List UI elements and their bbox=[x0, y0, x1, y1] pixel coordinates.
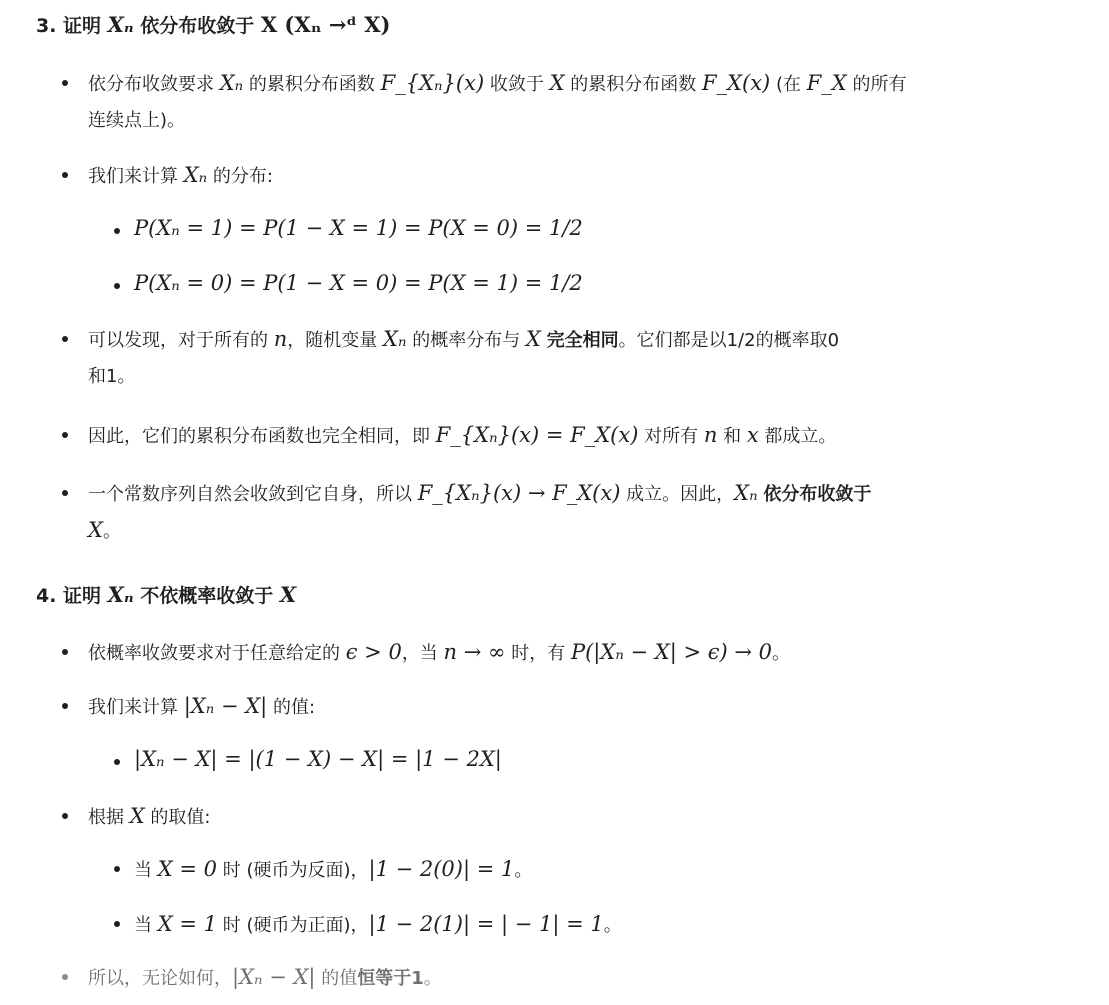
sub-bullet bbox=[114, 228, 120, 234]
section-4-heading bbox=[36, 581, 296, 610]
sub-bullet bbox=[114, 283, 120, 289]
text: ，随机变量 bbox=[287, 330, 383, 351]
heading-text: 4. 证明 bbox=[36, 585, 108, 607]
list-item bbox=[88, 797, 210, 837]
text: 我们来计算 bbox=[88, 697, 184, 718]
bullet bbox=[62, 80, 68, 86]
math: x bbox=[746, 423, 759, 447]
text: 的取值: bbox=[144, 807, 211, 828]
text: 可以发现，对于所有的 bbox=[88, 330, 274, 351]
list-item bbox=[88, 156, 273, 196]
math: F_{Xₙ}(x) = F_X(x) bbox=[435, 423, 639, 447]
math: X = 1 bbox=[157, 912, 217, 936]
text: 成立。因此， bbox=[620, 484, 735, 505]
bullet bbox=[62, 649, 68, 655]
text: 。 bbox=[772, 643, 791, 664]
math: X bbox=[279, 582, 297, 607]
text: 收敛于 bbox=[484, 74, 550, 95]
text: 连续点上)。 bbox=[88, 110, 186, 131]
text: 和 bbox=[717, 426, 747, 447]
text: 因此，它们的累积分布函数也完全相同，即 bbox=[88, 426, 436, 447]
bullet bbox=[62, 490, 68, 496]
text: 和1。 bbox=[88, 366, 136, 387]
math: F_{Xₙ}(x) bbox=[380, 71, 485, 95]
heading-text: 依分布收敛于 bbox=[133, 15, 261, 37]
text: 依概率收敛要求对于任意给定的 bbox=[88, 643, 346, 664]
text: 时，有 bbox=[505, 643, 571, 664]
math: n bbox=[703, 423, 718, 447]
math: Xₙ bbox=[183, 163, 208, 187]
text: 的累积分布函数 bbox=[243, 74, 381, 95]
list-item bbox=[88, 687, 315, 727]
bold-text: 恒等于1 bbox=[357, 968, 424, 989]
bullet bbox=[62, 432, 68, 438]
bullet bbox=[62, 703, 68, 709]
math-Xn: Xₙ bbox=[107, 12, 134, 37]
list-item-continuation bbox=[88, 102, 185, 140]
math: X bbox=[525, 327, 541, 351]
equation: P(Xₙ = 0) = P(1 − X = 0) = P(X = 1) = 1/2 bbox=[134, 271, 583, 295]
text: 的累积分布函数 bbox=[564, 74, 702, 95]
section-3-heading bbox=[36, 11, 390, 40]
math: F_X(x) bbox=[702, 71, 771, 95]
text: 的值: bbox=[267, 697, 316, 718]
text: 。 bbox=[102, 521, 121, 542]
text: 。 bbox=[423, 968, 442, 989]
text: 都成立。 bbox=[758, 426, 837, 447]
bullet bbox=[62, 336, 68, 342]
math: F_X bbox=[806, 71, 847, 95]
list-item bbox=[88, 958, 442, 998]
bold-text: 完全相同 bbox=[546, 330, 619, 351]
math: |Xₙ − X| bbox=[183, 694, 268, 718]
list-item-continuation bbox=[88, 511, 121, 551]
math: X bbox=[129, 804, 145, 828]
math: n bbox=[273, 327, 288, 351]
math: X bbox=[88, 518, 103, 542]
list-item bbox=[88, 474, 871, 514]
text: 。它们都是以1/2的概率取0 bbox=[618, 330, 840, 351]
list-item bbox=[88, 416, 836, 456]
math-convergence: X (Xₙ →ᵈ X) bbox=[260, 12, 391, 37]
sub-bullet bbox=[114, 866, 120, 872]
text: 依分布收敛要求 bbox=[88, 74, 220, 95]
math: |1 − 2(1)| = | − 1| = 1 bbox=[368, 912, 604, 936]
bullet bbox=[62, 172, 68, 178]
math-Xn: Xₙ bbox=[107, 582, 134, 607]
math: Xₙ bbox=[383, 327, 407, 351]
text: 对所有 bbox=[638, 426, 704, 447]
list-item-continuation bbox=[88, 358, 135, 396]
math: |1 − 2(0)| = 1 bbox=[368, 857, 515, 881]
sub-list-item bbox=[134, 905, 622, 945]
text: 当 bbox=[134, 860, 158, 881]
text: 。 bbox=[603, 915, 622, 936]
math: Xₙ bbox=[734, 481, 758, 505]
text: (在 bbox=[770, 74, 807, 95]
text: 。 bbox=[514, 860, 533, 881]
text: 的所有 bbox=[846, 74, 907, 95]
list-item bbox=[88, 64, 906, 104]
text: 根据 bbox=[88, 807, 130, 828]
equation: |Xₙ − X| = |(1 − X) − X| = |1 − 2X| bbox=[134, 747, 502, 771]
text: 的值 bbox=[315, 968, 358, 989]
text: 的分布: bbox=[207, 166, 273, 187]
math: ϵ > 0 bbox=[345, 640, 402, 664]
text: 时 (硬币为正面)， bbox=[217, 915, 369, 936]
text: 的概率分布与 bbox=[406, 330, 526, 351]
equation: P(Xₙ = 1) = P(1 − X = 1) = P(X = 0) = 1/2 bbox=[134, 216, 583, 240]
bullet bbox=[62, 813, 68, 819]
text: 我们来计算 bbox=[88, 166, 184, 187]
bullet bbox=[62, 974, 68, 980]
heading-text: 不依概率收敛于 bbox=[133, 585, 280, 607]
sub-bullet bbox=[114, 921, 120, 927]
math: P(|Xₙ − X| > ϵ) → 0 bbox=[570, 640, 773, 664]
sub-list-item bbox=[134, 850, 532, 890]
text: 当 bbox=[134, 915, 158, 936]
text: 所以，无论如何， bbox=[88, 968, 232, 989]
math: F_{Xₙ}(x) → F_X(x) bbox=[417, 481, 621, 505]
list-item bbox=[88, 633, 790, 673]
text: 时 (硬币为反面)， bbox=[217, 860, 369, 881]
math: |Xₙ − X| bbox=[232, 965, 316, 989]
math: X bbox=[549, 71, 565, 95]
math: Xₙ bbox=[219, 71, 244, 95]
text: ，当 bbox=[401, 643, 444, 664]
math: X = 0 bbox=[157, 857, 217, 881]
heading-text: 3. 证明 bbox=[36, 15, 108, 37]
sub-bullet bbox=[114, 759, 120, 765]
list-item bbox=[88, 320, 839, 360]
text: 一个常数序列自然会收敛到它自身，所以 bbox=[88, 484, 418, 505]
bold-text: 依分布收敛于 bbox=[763, 484, 872, 505]
math: n → ∞ bbox=[443, 640, 506, 664]
